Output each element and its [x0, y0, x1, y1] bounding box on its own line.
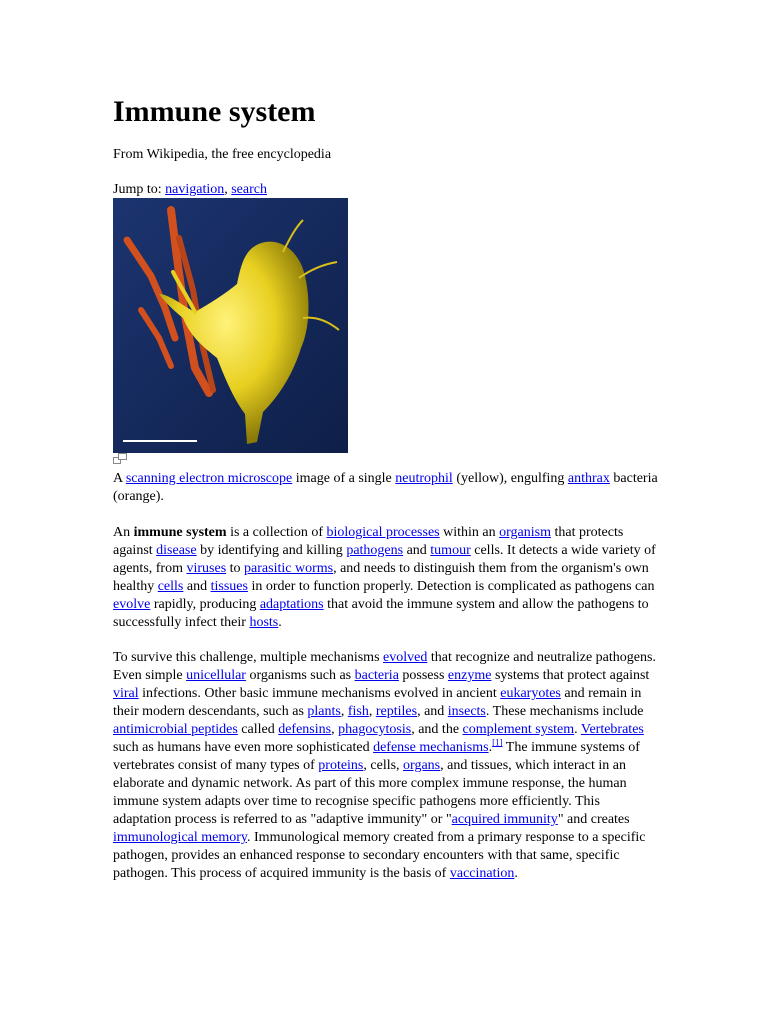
wiki-link[interactable]: reptiles	[375, 704, 418, 719]
jump-to-label: Jump to:	[113, 182, 166, 197]
text-run: , and	[417, 704, 448, 719]
wiki-link[interactable]: eukaryotes	[500, 686, 561, 701]
text-run: (yellow), engulfing	[452, 471, 568, 486]
wiki-link[interactable]: scanning electron microscope	[125, 471, 293, 486]
text-run: rapidly, producing	[150, 597, 260, 612]
enlarge-icon-glyph	[113, 453, 127, 465]
article-subtitle: From Wikipedia, the free encyclopedia	[113, 147, 332, 162]
text-run: organisms such as	[245, 668, 355, 683]
wiki-link[interactable]: hosts	[249, 615, 279, 630]
text-run: by identifying and killing	[196, 543, 347, 558]
text-run: .	[278, 615, 282, 630]
text-run: and	[403, 543, 431, 558]
text-run: .	[488, 740, 493, 755]
wiki-link[interactable]: unicellular	[186, 668, 246, 683]
mechanisms-paragraph	[113, 649, 658, 883]
wiki-link[interactable]: tumour	[430, 543, 471, 558]
wiki-link[interactable]: acquired immunity	[451, 812, 558, 827]
page-title: Immune system	[113, 95, 316, 128]
text-run: and remain in their modern descendants, such as	[113, 686, 642, 719]
text-run: called	[237, 722, 279, 737]
text-run: that recognize and neutralize pathogens. Even simple	[113, 650, 656, 683]
text-run: . Immunological memory created from a primary response to a specific pathogen, provides an enhanced response to secondary encounters with that same, specific pathogen. This process of acquired immunity is the basis of	[113, 830, 646, 881]
text-run: A	[113, 471, 126, 486]
text-run: ,	[340, 704, 348, 719]
jump-to-bar	[113, 181, 267, 199]
wiki-link[interactable]: organism	[499, 525, 551, 540]
text-run: ,	[368, 704, 376, 719]
wiki-link[interactable]: defensins	[278, 722, 332, 737]
citation	[492, 737, 503, 747]
text-run: that protects against	[113, 525, 624, 558]
wiki-link[interactable]: viral	[113, 686, 139, 701]
wiki-link[interactable]: parasitic worms	[244, 561, 334, 576]
wiki-link[interactable]: neutrophil	[395, 471, 453, 486]
wiki-link[interactable]: phagocytosis	[338, 722, 412, 737]
wiki-link[interactable]: viruses	[186, 561, 227, 576]
intro-paragraph	[113, 524, 658, 632]
text-run: within an	[439, 525, 500, 540]
text-run: possess	[398, 668, 448, 683]
search-link[interactable]: search	[231, 182, 267, 197]
text-run: . These mechanisms include	[485, 704, 644, 719]
jump-separator: ,	[224, 182, 232, 197]
wiki-link[interactable]: cells	[157, 579, 184, 594]
wiki-link[interactable]: pathogens	[346, 543, 404, 558]
text-run: .	[514, 866, 518, 881]
text-run: to	[226, 561, 245, 576]
citation-link[interactable]: [1]	[492, 737, 503, 748]
text-run: The immune systems of vertebrates consist of many types of	[113, 740, 640, 773]
wiki-link[interactable]: tissues	[210, 579, 248, 594]
neutrophil-anthrax-picture	[113, 198, 348, 453]
text-run: image of a single	[292, 471, 396, 486]
text-run: cells. It detects a wide variety of agents, from	[113, 543, 656, 576]
text-run: in order to function properly. Detection is complicated as pathogens can	[247, 579, 655, 594]
wiki-link[interactable]: Vertebrates	[580, 722, 644, 737]
wiki-link[interactable]: evolved	[383, 650, 428, 665]
text-run: An	[113, 525, 134, 540]
wiki-link[interactable]: biological processes	[326, 525, 440, 540]
wiki-link[interactable]: adaptations	[259, 597, 324, 612]
wiki-link[interactable]: evolve	[113, 597, 151, 612]
text-run: To survive this challenge, multiple mechanisms	[113, 650, 384, 665]
wiki-link[interactable]: complement system	[462, 722, 575, 737]
text-run: " and creates	[557, 812, 630, 827]
text-run: , and needs to distinguish them from the organism's own healthy	[113, 561, 649, 594]
navigation-link[interactable]: navigation	[165, 182, 225, 197]
wiki-link[interactable]: proteins	[318, 758, 364, 773]
text-run: that avoid the immune system and allow the pathogens to successfully infect their	[113, 597, 649, 630]
enlarge-icon[interactable]	[113, 452, 127, 464]
neutrophil-image[interactable]	[113, 198, 348, 453]
wiki-link[interactable]: anthrax	[567, 471, 610, 486]
text-run: , and tissues, which interact in an elaborate and dynamic network. As part of this more complex immune response, the human immune system adapts over time to recognise specific pathogens more efficiently. This adaptation process is referred to as "adaptive immunity" or "	[113, 758, 627, 827]
wiki-link[interactable]: antimicrobial peptides	[113, 722, 238, 737]
wiki-link[interactable]: immunological memory	[113, 830, 248, 845]
wiki-link[interactable]: plants	[307, 704, 341, 719]
text-run: .	[574, 722, 581, 737]
text-run: systems that protect against	[491, 668, 650, 683]
wiki-link[interactable]: insects	[447, 704, 486, 719]
text-run: and	[183, 579, 211, 594]
wiki-link[interactable]: enzyme	[447, 668, 492, 683]
wiki-link[interactable]: disease	[156, 543, 197, 558]
text-run: , cells,	[363, 758, 404, 773]
text-run: bacteria (orange).	[113, 471, 658, 504]
bold-term: immune system	[133, 525, 227, 540]
wiki-link[interactable]: fish	[347, 704, 369, 719]
wiki-link[interactable]: bacteria	[354, 668, 399, 683]
wiki-link[interactable]: vaccination	[449, 866, 515, 881]
text-run: is a collection of	[226, 525, 327, 540]
text-run: , and the	[411, 722, 463, 737]
text-run: infections. Other basic immune mechanisms evolved in ancient	[138, 686, 501, 701]
image-caption	[113, 470, 658, 506]
text-run: such as humans have even more sophisticated	[113, 740, 374, 755]
text-run: ,	[331, 722, 339, 737]
wiki-link[interactable]: organs	[403, 758, 441, 773]
wiki-link[interactable]: defense mechanisms	[373, 740, 489, 755]
